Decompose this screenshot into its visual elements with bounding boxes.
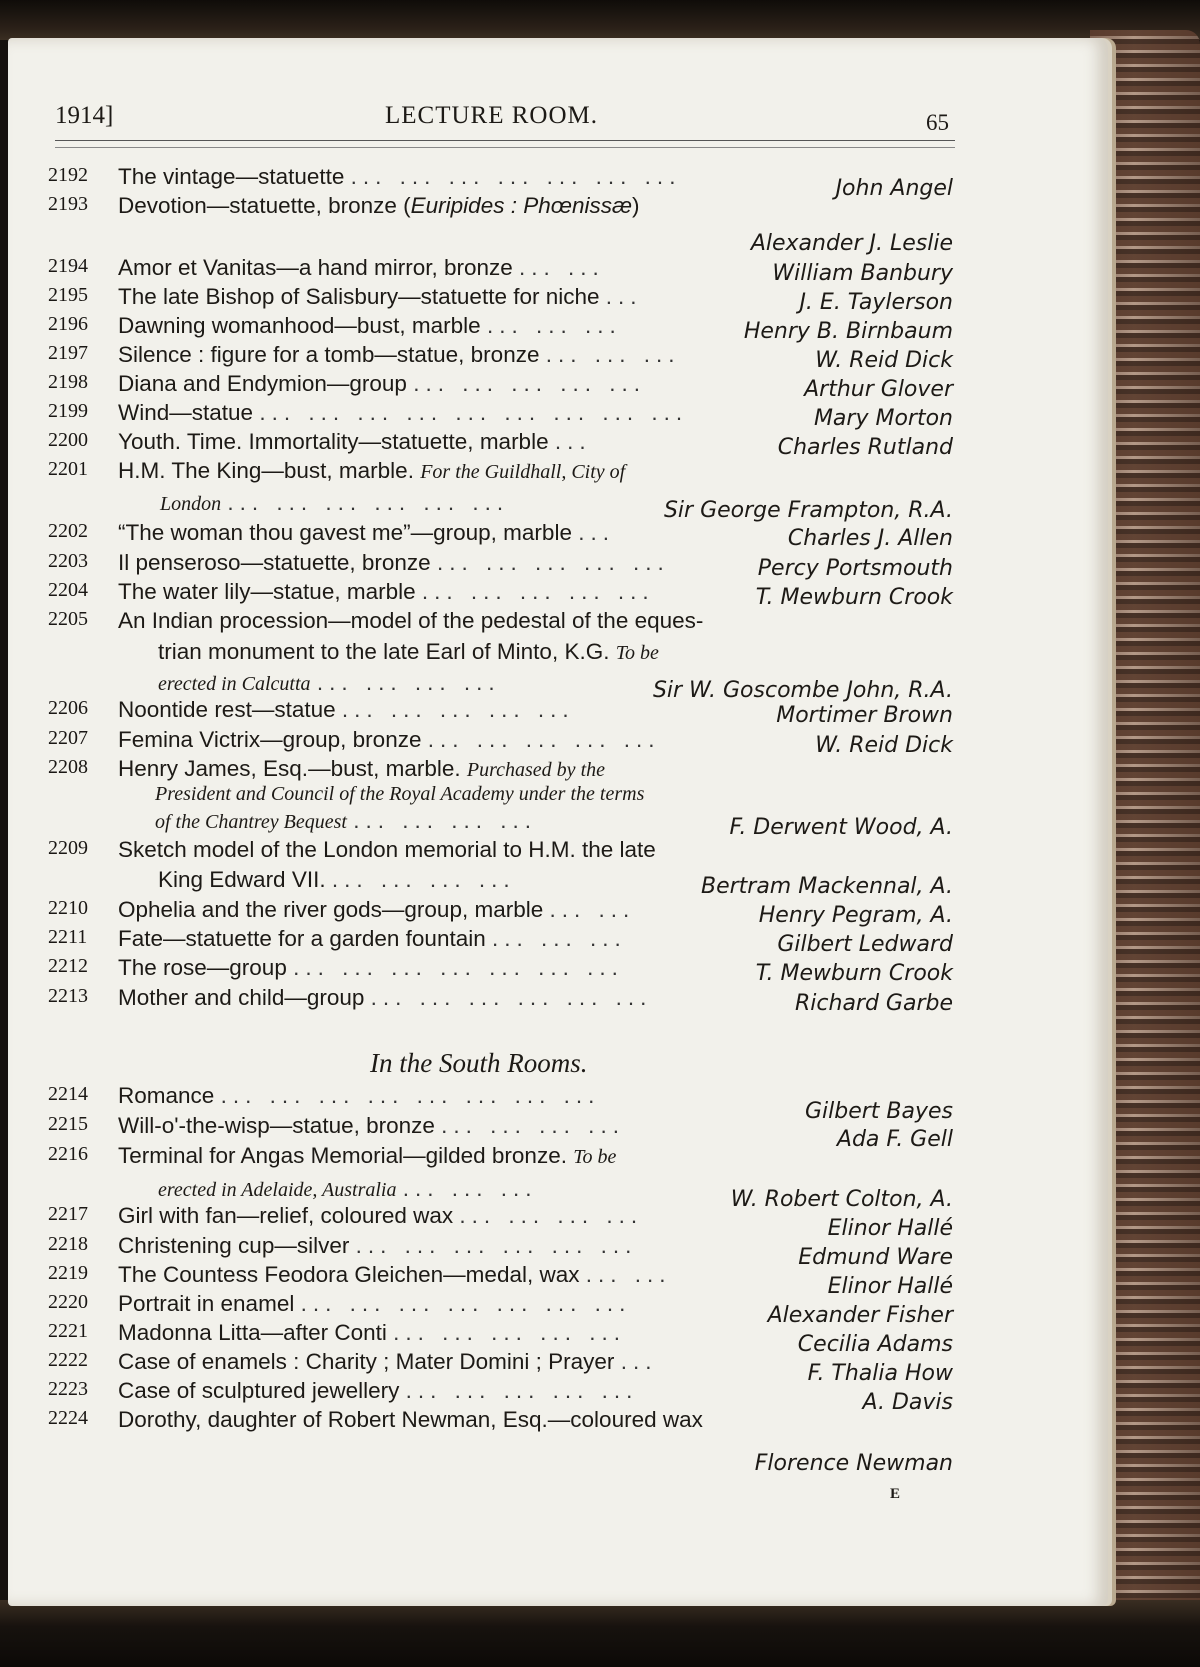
entry-title: Femina Victrix—group, bronze ... ... ... ... ... (118, 727, 661, 752)
entry-title-continued: King Edward VII. ... ... ... ... (158, 867, 516, 892)
entry-number: 2203 (48, 550, 88, 572)
entry-artist: Alexander J. Leslie (750, 231, 953, 256)
entry-title: Mother and child—group ... ... ... ... ... ... (118, 985, 653, 1010)
entry-number: 2200 (48, 429, 88, 451)
entry-artist: William Banbury (772, 261, 953, 286)
entry-number: 2210 (48, 897, 88, 919)
entry-title: The Countess Feodora Gleichen—medal, wax ... ... (118, 1262, 672, 1287)
entry-artist: Alexander Fisher (767, 1303, 953, 1328)
entry-number: 2218 (48, 1233, 88, 1255)
entry-artist: Gilbert Ledward (777, 932, 953, 957)
entry-title: Portrait in enamel ... ... ... ... ... ... ... (118, 1291, 632, 1316)
entry-title: The vintage—statuette ... ... ... ... ... ... ... (118, 164, 682, 189)
entry-title: “The woman thou gavest me”—group, marble ... (118, 520, 615, 545)
entry-number: 2214 (48, 1083, 88, 1105)
entry-number: 2207 (48, 727, 88, 749)
entry-number: 2222 (48, 1349, 88, 1371)
entry-artist: Sir W. Goscombe John, R.A. (652, 678, 953, 703)
entry-title: Case of sculptured jewellery ... ... ... ... ... (118, 1378, 639, 1403)
entry-title: Henry James, Esq.—bust, marble. Purchased by the (118, 756, 605, 781)
entry-title: Noontide rest—statue ... ... ... ... ... (118, 697, 575, 722)
entry-number: 2201 (48, 458, 88, 480)
entry-artist: W. Reid Dick (815, 733, 953, 758)
entry-number: 2223 (48, 1378, 88, 1400)
entry-number: 2219 (48, 1262, 88, 1284)
entry-artist: W. Robert Colton, A. (730, 1187, 953, 1212)
entry-artist: John Angel (835, 176, 953, 201)
entry-title: H.M. The King—bust, marble. For the Guildhall, City of (118, 458, 626, 483)
entry-artist: A. Davis (862, 1390, 953, 1415)
entry-artist: T. Mewburn Crook (755, 585, 953, 610)
entry-title: An Indian procession—model of the pedestal of the eques- (118, 608, 704, 633)
entry-number: 2211 (48, 926, 88, 948)
entry-artist: Charles Rutland (777, 435, 953, 460)
entry-number: 2213 (48, 985, 88, 1007)
entry-title: Dawning womanhood—bust, marble ... ... ... (118, 313, 622, 338)
entry-artist: T. Mewburn Crook (755, 961, 953, 986)
entry-note: London ... ... ... ... ... ... (160, 490, 510, 515)
entry-title: Diana and Endymion—group ... ... ... ... ... (118, 371, 646, 396)
entry-title: The rose—group ... ... ... ... ... ... ... (118, 955, 624, 980)
entry-title: Romance ... ... ... ... ... ... ... ... (118, 1083, 601, 1108)
entry-title: Sketch model of the London memorial to H.M. the late (118, 837, 656, 862)
entry-note: President and Council of the Royal Academy under the terms (155, 783, 645, 805)
entry-artist: F. Derwent Wood, A. (729, 815, 953, 840)
entry-title: Amor et Vanitas—a hand mirror, bronze ... ... (118, 255, 605, 280)
entry-number: 2192 (48, 164, 88, 186)
entry-title: Christening cup—silver ... ... ... ... ... ... (118, 1233, 638, 1258)
entry-number: 2209 (48, 837, 88, 859)
page-number: 65 (926, 110, 949, 135)
entry-artist: Henry Pegram, A. (758, 903, 953, 928)
entry-artist: Gilbert Bayes (804, 1099, 953, 1124)
entry-title: The late Bishop of Salisbury—statuette for niche ... (118, 284, 643, 309)
entry-number: 2202 (48, 520, 88, 542)
entry-artist: F. Thalia How (807, 1361, 953, 1386)
entry-number: 2194 (48, 255, 88, 277)
entry-number: 2204 (48, 579, 88, 601)
entry-artist: Elinor Hallé (827, 1216, 953, 1241)
entry-note: of the Chantrey Bequest ... ... ... ... (155, 808, 538, 833)
entry-title: Wind—statue ... ... ... ... ... ... ... ... ... (118, 400, 689, 425)
entry-artist: Elinor Hallé (827, 1274, 953, 1299)
entry-number: 2208 (48, 756, 88, 778)
entry-title: Dorothy, daughter of Robert Newman, Esq.—coloured wax (118, 1407, 703, 1432)
entry-title: Ophelia and the river gods—group, marble ... ... (118, 897, 636, 922)
entry-number: 2217 (48, 1203, 88, 1225)
entry-number: 2193 (48, 193, 88, 215)
entry-title-continued: trian monument to the late Earl of Minto, K.G. To be (158, 639, 659, 664)
entry-title: Case of enamels : Charity ; Mater Domini ; Prayer ... (118, 1349, 658, 1374)
entry-title: The water lily—statue, marble ... ... ... ... ... (118, 579, 655, 604)
entry-title: Devotion—statuette, bronze (Euripides : Phœnissæ) (118, 193, 640, 218)
entry-artist: Sir George Frampton, R.A. (663, 498, 953, 523)
entry-artist: Percy Portsmouth (757, 556, 953, 581)
entry-artist: Ada F. Gell (836, 1127, 953, 1152)
entry-artist: Henry B. Birnbaum (743, 319, 953, 344)
signature-mark: E (890, 1486, 901, 1502)
entry-note: erected in Adelaide, Australia ... ... ... (158, 1176, 538, 1201)
entry-artist: Cecilia Adams (797, 1332, 953, 1357)
entry-artist: Arthur Glover (804, 377, 953, 402)
entry-artist: J. E. Taylerson (799, 290, 953, 315)
entry-artist: Mortimer Brown (776, 703, 953, 728)
entry-number: 2195 (48, 284, 88, 306)
entry-artist: Charles J. Allen (787, 526, 953, 551)
entry-artist: Edmund Ware (798, 1245, 953, 1270)
entry-title: Will-o'-the-wisp—statue, bronze ... ... ... ... (118, 1113, 625, 1138)
entry-number: 2224 (48, 1407, 88, 1429)
entry-artist: Mary Morton (813, 406, 953, 431)
header-year: 1914] (55, 102, 114, 129)
entry-artist: W. Reid Dick (815, 348, 953, 373)
entry-number: 2196 (48, 313, 88, 335)
entry-number: 2216 (48, 1143, 88, 1165)
section-heading: In the South Rooms. (370, 1048, 588, 1078)
entry-artist: Bertram Mackennal, A. (700, 874, 953, 899)
entry-number: 2199 (48, 400, 88, 422)
entry-title: Silence : figure for a tomb—statue, bronze ... ... ... (118, 342, 681, 367)
entry-number: 2212 (48, 955, 88, 977)
entry-number: 2215 (48, 1113, 88, 1135)
entry-note: erected in Calcutta ... ... ... ... (158, 670, 501, 695)
entry-number: 2221 (48, 1320, 88, 1342)
entry-title: Il penseroso—statuette, bronze ... ... ... ... ... (118, 550, 670, 575)
entry-title: Terminal for Angas Memorial—gilded bronze. To be (118, 1143, 617, 1168)
entry-title: Girl with fan—relief, coloured wax ... ... ... ... (118, 1203, 644, 1228)
entry-title: Youth. Time. Immortality—statuette, marble ... (118, 429, 592, 454)
entry-number: 2206 (48, 697, 88, 719)
entry-title: Madonna Litta—after Conti ... ... ... ... ... (118, 1320, 626, 1345)
entry-artist: Richard Garbe (795, 991, 953, 1016)
header-title: LECTURE ROOM. (385, 102, 598, 129)
entry-number: 2205 (48, 608, 88, 630)
entry-number: 2220 (48, 1291, 88, 1313)
entry-number: 2197 (48, 342, 88, 364)
entry-title: Fate—statuette for a garden fountain ... ... ... (118, 926, 627, 951)
entry-artist: Florence Newman (754, 1451, 953, 1476)
entry-number: 2198 (48, 371, 88, 393)
